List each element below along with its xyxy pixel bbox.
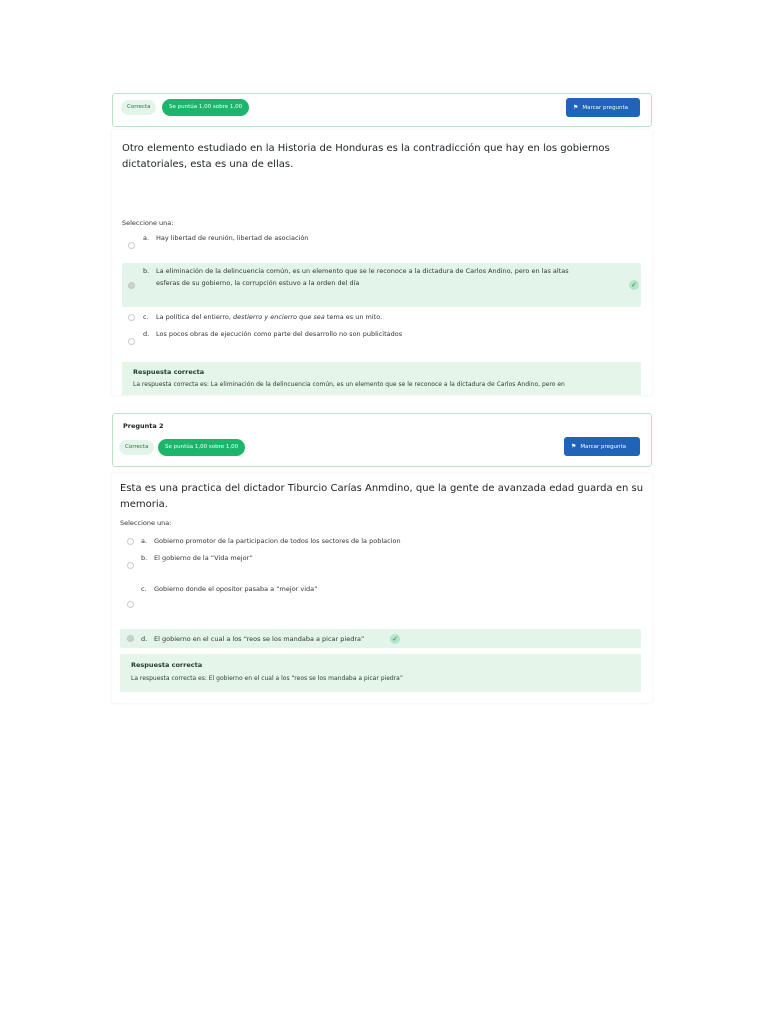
flag-icon: ⚑: [573, 104, 579, 111]
q1-option-b-radio[interactable]: [128, 282, 135, 289]
q1-feedback-text: La respuesta correcta es: La eliminación de la delincuencia común, es un elemento que se le reconoce a la dictadura de Carlos Andino, pero en: [133, 381, 565, 388]
q1-option-b-text-line1[interactable]: La eliminación de la delincuencia común, es un elemento que se le reconoce a la dictadura de Carlos Andino, pero en las altas: [156, 267, 569, 275]
q2-feedback-text: La respuesta correcta es: El gobierno en el cual a los “reos se los mandaba a picar piedra”: [131, 675, 403, 682]
q2-option-d-radio[interactable]: [127, 635, 134, 642]
q1-option-b-letter: b.: [143, 267, 150, 275]
q2-question-text-line1: Esta es una practica del dictador Tiburcio Carías Anmdino, que la gente de avanzada edad guarda en su: [120, 483, 644, 494]
q2-question-number: Pregunta 2: [123, 422, 164, 430]
q2-info-panel: [112, 413, 652, 467]
q2-flag-label: Marcar pregunta: [580, 444, 627, 450]
q1-option-d-letter: d.: [143, 330, 150, 338]
q2-option-b-radio[interactable]: [127, 562, 134, 569]
q1-select-prompt: Seleccione una:: [122, 219, 174, 227]
q2-option-a-text[interactable]: Gobierno promotor de la participacion de todos los sectores de la poblacion: [154, 537, 401, 545]
q2-select-prompt: Seleccione una:: [120, 519, 172, 527]
q1-option-c-text-pre: La política del entierro,: [156, 313, 234, 321]
q2-feedback-title: Respuesta correcta: [131, 661, 203, 669]
q1-question-text-line2: dictatoriales, esta es una de ellas.: [122, 159, 294, 170]
q1-option-c-text[interactable]: [156, 311, 382, 324]
q2-option-c-radio[interactable]: [127, 601, 134, 608]
q1-option-a-letter: a.: [143, 234, 150, 242]
q1-option-c-text-post: tema es un mito.: [324, 313, 383, 321]
q1-feedback-box: [122, 362, 641, 395]
q2-option-a-letter: a.: [141, 537, 148, 545]
q1-flag-question-button[interactable]: [566, 98, 640, 117]
q2-status-badge: Correcta: [119, 440, 154, 455]
q2-option-b-text[interactable]: El gobierno de la “Vida mejor”: [154, 554, 253, 562]
q2-option-c-letter: c.: [141, 585, 147, 593]
q2-score-badge: Se puntúa 1,00 sobre 1,00: [158, 439, 245, 456]
q1-flag-label: Marcar pregunta: [582, 105, 629, 111]
q1-option-a-text[interactable]: Hay libertad de reunión, libertad de asociación: [156, 234, 309, 242]
q1-info-panel: [112, 93, 652, 127]
flag-icon: ⚑: [571, 443, 577, 450]
q1-feedback-title: Respuesta correcta: [133, 368, 205, 376]
check-icon: ✓: [390, 634, 400, 644]
q2-flag-question-button[interactable]: [564, 437, 640, 456]
q1-question-text-line1: Otro elemento estudiado en la Historia de Honduras es la contradicción que hay en los gobiernos: [122, 143, 610, 154]
q2-option-d-text[interactable]: El gobierno en el cual a los “reos se los mandaba a picar piedra”: [154, 635, 365, 643]
q1-score-badge: Se puntúa 1,00 sobre 1,00: [162, 99, 249, 116]
q1-option-d-radio[interactable]: [128, 338, 135, 345]
q2-option-b-letter: b.: [141, 554, 148, 562]
q1-status-badge: Correcta: [121, 100, 156, 115]
q1-option-a-radio[interactable]: [128, 242, 135, 249]
q2-question-text-line2: memoria.: [120, 499, 168, 510]
q1-option-c-letter: c.: [143, 313, 149, 321]
q1-option-c-text-em: destierro y encierro que sea: [233, 313, 325, 321]
check-icon: ✓: [629, 280, 639, 290]
q1-option-b-text-line2[interactable]: esferas de su gobierno, la corrupción estuvo a la orden del día: [156, 279, 360, 287]
q1-option-c-radio[interactable]: [128, 314, 135, 321]
q2-feedback-box: [120, 654, 641, 692]
q2-option-d-letter: d.: [141, 635, 148, 643]
q2-option-a-radio[interactable]: [127, 538, 134, 545]
q2-option-c-text[interactable]: Gobierno donde el opositor pasaba a “mejor vida”: [154, 585, 318, 593]
q1-option-d-text[interactable]: Los pocos obras de ejecución como parte del desarrollo no son publicitados: [156, 330, 403, 338]
